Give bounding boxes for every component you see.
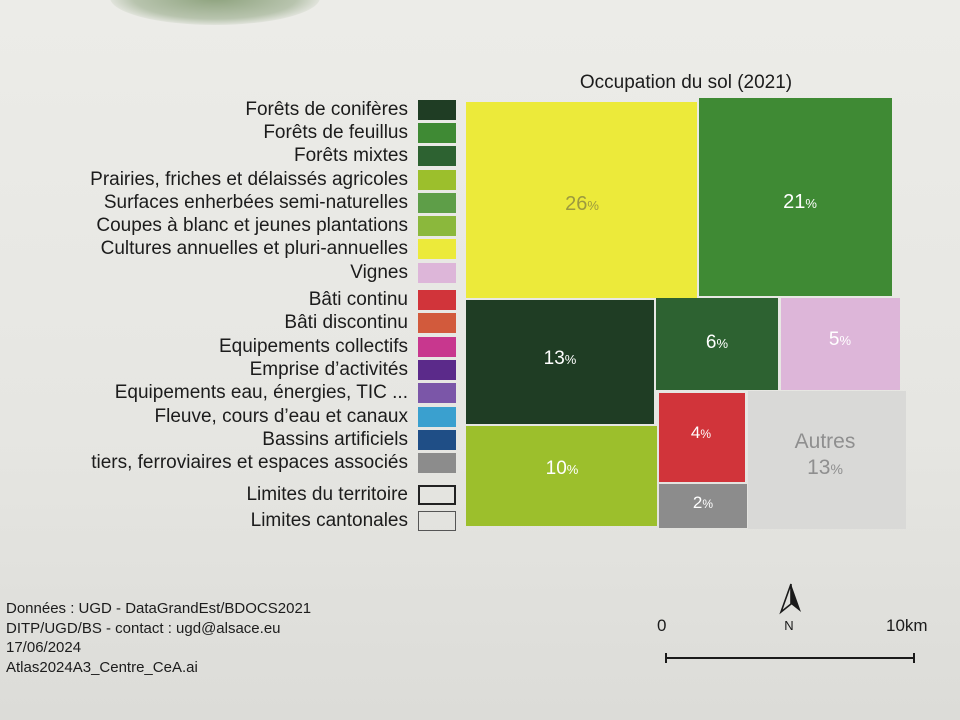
treemap-cell-value-label: 6% — [705, 332, 729, 353]
footer-line-date: 17/06/2024 — [6, 639, 82, 656]
legend-item-label: Bâti discontinu — [284, 312, 408, 333]
legend-boundary-label: Limites du territoire — [246, 484, 408, 505]
legend-item-label: Cultures annuelles et pluri-annuelles — [100, 238, 408, 259]
footer-line-filename: Atlas2024A3_Centre_CeA.ai — [6, 658, 198, 676]
scale-bar — [665, 652, 915, 664]
legend-item-label: tiers, ferroviaires et espaces associés — [91, 452, 408, 473]
north-arrow-icon — [774, 582, 808, 634]
legend-item-label: Fleuve, cours d’eau et canaux — [154, 406, 408, 427]
legend-item-label: Bâti continu — [308, 289, 408, 310]
treemap-cell-value-label: 5% — [828, 329, 852, 350]
scale-start-label: 0 — [657, 616, 667, 635]
legend-item-label: Vignes — [350, 262, 408, 283]
footer-credits — [6, 599, 311, 677]
treemap-cell-value-label: 26% — [565, 193, 599, 215]
treemap-cell-value-label: 13% — [807, 456, 843, 479]
legend-item-label: Bassins artificiels — [262, 429, 408, 450]
legend-item-label: Emprise d’activités — [249, 359, 408, 380]
treemap-cell-value-label: 2% — [692, 493, 714, 512]
treemap-cell-name-label: Autres — [794, 430, 856, 453]
legend-item-label: Equipements collectifs — [218, 336, 408, 357]
treemap-cell-value-label: 21% — [783, 191, 817, 213]
legend-item-label: Prairies, friches et délaissés agricoles — [90, 169, 408, 190]
scale-end-label: 10km — [886, 616, 928, 635]
legend-item-label: Forêts mixtes — [293, 145, 408, 166]
treemap-cell-value-label: 4% — [690, 423, 712, 442]
north-arrow — [774, 582, 808, 634]
footer-line-contact: DITP/UGD/BS - contact : ugd@alsace.eu — [6, 619, 281, 637]
chart-title: Occupation du sol (2021) — [579, 72, 793, 93]
legend-item-label: Coupes à blanc et jeunes plantations — [96, 215, 408, 236]
footer-line-data-source: Données : UGD - DataGrandEst/BDOCS2021 — [6, 600, 312, 617]
treemap-cell-value-label: 13% — [543, 348, 577, 369]
treemap-cell-value-label: 10% — [545, 458, 579, 479]
legend-item-label: Surfaces enherbées semi-naturelles — [103, 192, 408, 213]
legend-item-label: Forêts de conifères — [245, 99, 408, 120]
north-label: N — [784, 618, 794, 633]
legend-item-label: Equipements eau, énergies, TIC ... — [114, 382, 408, 403]
legend-boundary-label: Limites cantonales — [250, 510, 408, 531]
legend-item-label: Forêts de feuillus — [263, 122, 408, 143]
